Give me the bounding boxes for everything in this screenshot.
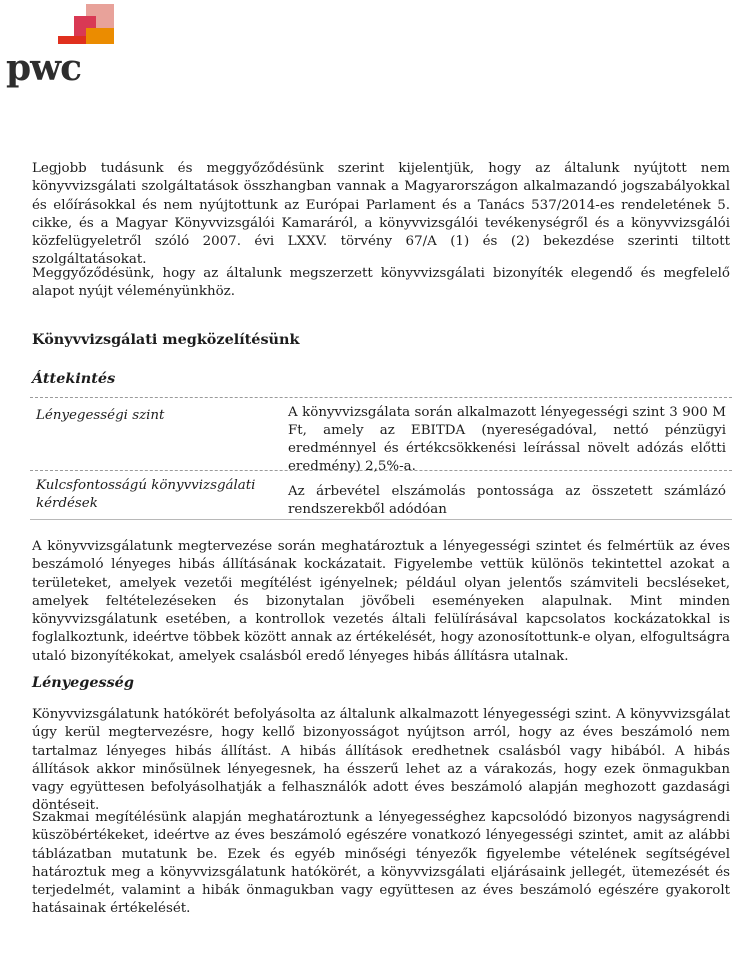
thresholds-paragraph: Szakmai megítélésünk alapján meghatároztunk a lényegességhez kapcsolódó bizonyos nagyságrendi küszöbértékeket, ideértve az éves beszámoló egészére vonatkozó lényegességi szintet, amit az alábbi táblázatban mutatunk be. Ezek és egyéb minőségi tényezők figyelembe vételének segítségével határoztuk meg a könyvvizsgálatunk hatókörét, a könyvvizsgálati eljárásaink jellegét, ütemezését és terjedelmét, valamint a hibák önmagukban vagy együttesen az éves beszámoló egészére gyakorolt hatásainak értékelését. xyxy=(32,810,730,917)
evidence-paragraph: Meggyőződésünk, hogy az általunk megszerzett könyvvizsgálati bizonyíték elegendő és megfelelő alapot nyújt véleményünkhöz. xyxy=(32,266,730,300)
table-row xyxy=(30,397,732,474)
table-row-label: Lényegességi szint xyxy=(36,408,165,423)
logo-block-red xyxy=(58,36,88,44)
section-title: Könyvvizsgálati megközelítésünk xyxy=(32,331,300,348)
logo-block-orange xyxy=(86,28,114,44)
planning-paragraph: A könyvvizsgálatunk megtervezése során meghatároztuk a lényegességi szintet és felmértük az éves beszámoló lényeges hibás állításának kockázatait. Figyelembe vettük különös tekintettel azokat a területeket, amelyek vezetői megítélést igényelnek; például olyan jelentős számviteli becsléseket, amelyek feltételezéseken és bizonytalan jövőbeli eseményeken alapulnak. Mint minden könyvvizsgálatunk esetében, a kontrollok vezetés általi felülírásával kapcsolatos kockázatokkal is foglalkoztunk, ideértve többek között annak az értékelését, hogy azonosítottunk-e olyan, elfogultságra utaló bizonyítékokat, amelyek csalásból eredő lényeges hibás állításra utalnak. xyxy=(32,539,730,664)
table-row xyxy=(30,471,732,520)
table-row-value: A könyvvizsgálata során alkalmazott lényegességi szint 3 900 M Ft, amely az EBITDA (nyereségadóval, nettó pénzügyi eredménnyel és értékcsökkenési leírással növelt adózás előtti eredmény) 2,5%-a. xyxy=(288,405,726,474)
logo-wordmark: pwc xyxy=(6,47,82,89)
independence-paragraph: Legjobb tudásunk és meggyőződésünk szerint kijelentjük, hogy az általunk nyújtott nem könyvvizsgálati szolgáltatások összhangban vannak a Magyarországon alkalmazandó jogszabályokkal és előírásokkal és nem nyújtottunk az Európai Parlament és a Tanács 537/2014-es rendeletének 5. cikke, és a Magyar Könyvvizsgálói Kamaráról, a könyvvizsgálói tevékenységről és a könyvvizsgálói közfelügyeletről szóló 2007. évi LXXV. törvény 67/A (1) és (2) bekezdése szerinti tiltott szolgáltatásokat. xyxy=(32,161,730,268)
materiality-paragraph: Könyvvizsgálatunk hatókörét befolyásolta az általunk alkalmazott lényegességi szint. A könyvvizsgálat úgy kerül megtervezésre, hogy kellő bizonyosságot nyújtson arról, hogy az éves beszámoló nem tartalmaz lényeges hibás állítást. A hibás állítások eredhetnek csalásból vagy hibából. A hibás állítások akkor minősülnek lényegesnek, ha ésszerű lehet az a várakozás, hogy ezek önmagukban vagy együttesen befolyásolhatják a felhasználók adott éves beszámoló alapján meghozott gazdasági döntéseit. xyxy=(32,707,730,814)
table-row-value: Az árbevétel elszámolás pontossága az összetett számlázó rendszerekből adódóan xyxy=(288,484,726,517)
overview-title: Áttekintés xyxy=(32,370,116,387)
table-row-label: Kulcsfontosságú könyvvizsgálati kérdések xyxy=(36,478,256,511)
pwc-logo xyxy=(6,2,116,92)
overview-table xyxy=(30,397,732,520)
materiality-title: Lényegesség xyxy=(32,674,134,691)
